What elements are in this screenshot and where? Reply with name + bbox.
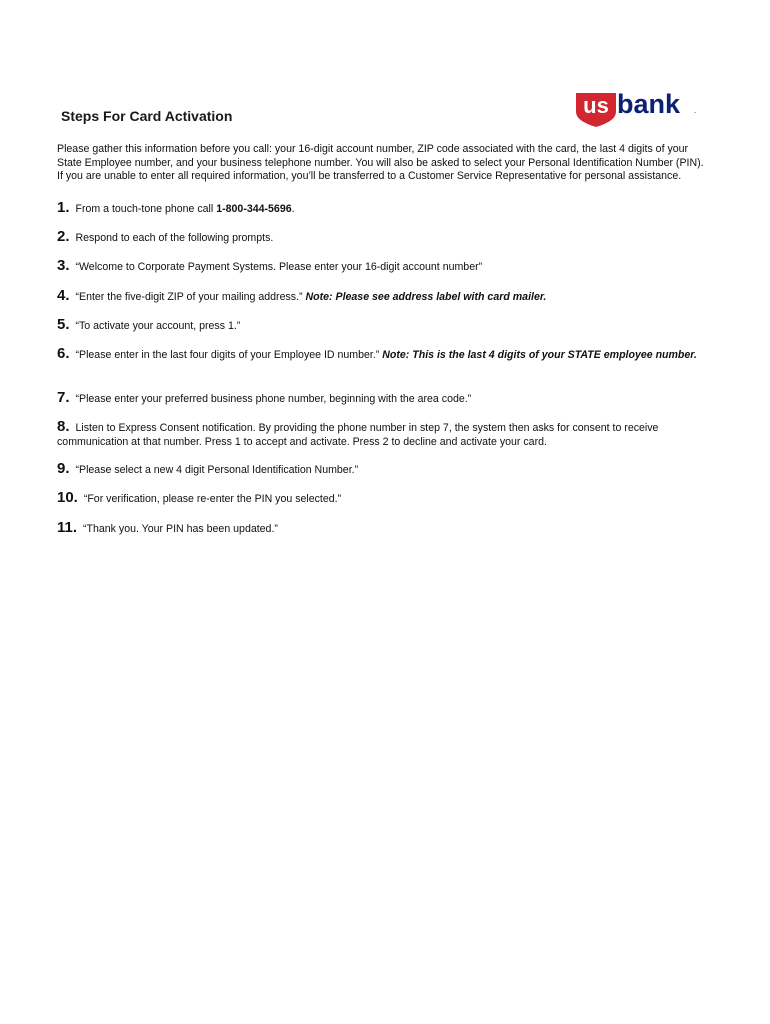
step-text: “For verification, please re-enter the PIN you selected.” — [83, 493, 342, 505]
step-number: 1. — [57, 199, 70, 216]
page-title: Steps For Card Activation — [61, 108, 233, 124]
step-11 — [57, 521, 712, 536]
step-text: “Please enter in the last four digits of your Employee ID number.” — [75, 349, 383, 361]
step-text: “Thank you. Your PIN has been updated.” — [82, 523, 278, 535]
step-note: Note: Please see address label with card mailer. — [305, 291, 547, 303]
step-text: From a touch-tone phone call — [75, 203, 217, 215]
step-number: 2. — [57, 228, 70, 245]
step-6 — [57, 347, 712, 362]
step-9 — [57, 462, 712, 477]
step-number: 6. — [57, 345, 70, 362]
step-5 — [57, 318, 712, 333]
step-text: “Please enter your preferred business phone number, beginning with the area code.” — [75, 393, 472, 405]
step-number: 8. — [57, 418, 70, 435]
step-text: “To activate your account, press 1.” — [75, 320, 241, 332]
step-number: 9. — [57, 460, 70, 477]
step-number: 11. — [57, 519, 78, 536]
step-number: 5. — [57, 316, 70, 333]
step-text: Listen to Express Consent notification. By providing the phone number in step 7, the system then asks for consent to receive communication at that number. Press 1 to accept and activate. Press 2 to decline and activate your card. — [57, 422, 659, 449]
step-text: “Enter the five-digit ZIP of your mailing address.” — [75, 291, 306, 303]
phone-number: 1-800-344-5696 — [216, 203, 292, 215]
logo-mark: . — [694, 106, 697, 115]
intro-paragraph: Please gather this information before you call: your 16-digit account number, ZIP code associated with the card, the last 4 digits of your State Employee number, and your business telephone number. You will also be asked to select your Personal Identification Number (PIN). If you are unable to enter all required information, you’ll be transferred to a Customer Service Representative for personal assistance. — [57, 143, 704, 183]
step-number: 4. — [57, 287, 70, 304]
step-4 — [57, 289, 712, 304]
step-10 — [57, 491, 712, 506]
step-text-end: . — [291, 203, 295, 215]
step-text: Respond to each of the following prompts. — [75, 232, 274, 244]
step-8 — [57, 420, 712, 450]
usbank-logo — [574, 90, 702, 128]
step-number: 10. — [57, 489, 78, 506]
step-text: “Welcome to Corporate Payment Systems. Please enter your 16-digit account number” — [75, 261, 483, 273]
step-number: 3. — [57, 257, 70, 274]
step-note: Note: This is the last 4 digits of your STATE employee number. — [382, 349, 697, 361]
logo-us-text: us — [583, 93, 609, 118]
step-number: 7. — [57, 389, 70, 406]
step-7 — [57, 391, 712, 406]
step-1 — [57, 201, 712, 216]
logo-bank-text: bank — [617, 90, 681, 119]
step-3 — [57, 259, 712, 274]
step-2 — [57, 230, 712, 245]
step-text: “Please select a new 4 digit Personal Identification Number.” — [75, 464, 359, 476]
